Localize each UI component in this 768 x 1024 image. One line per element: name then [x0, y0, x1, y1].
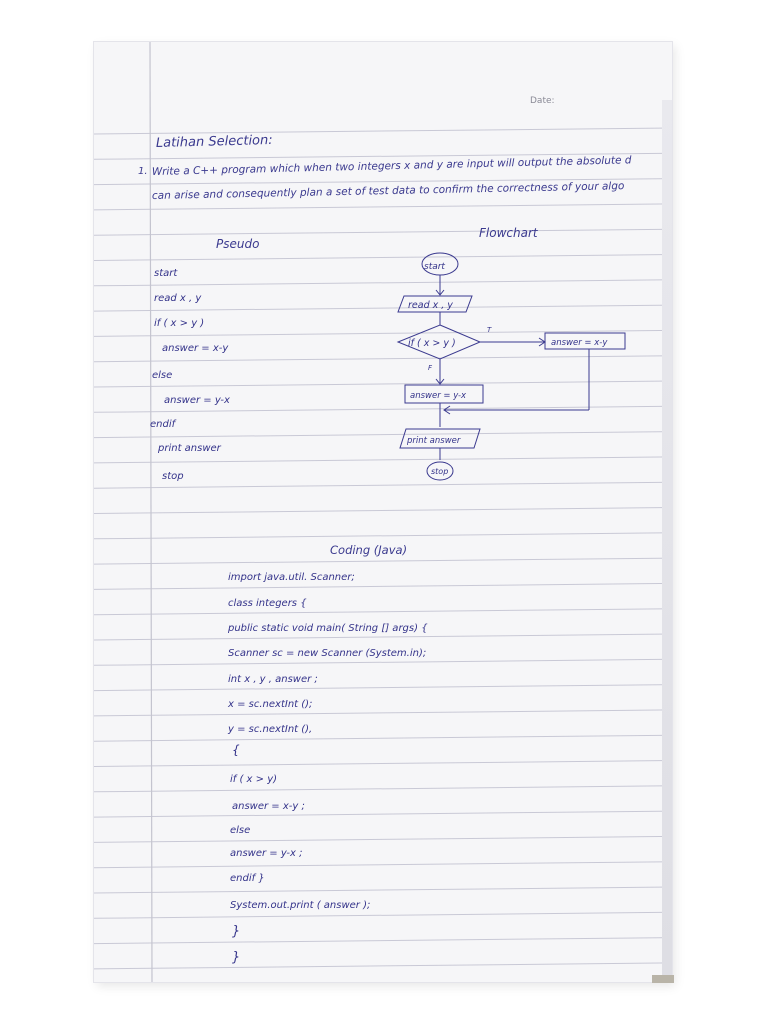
ruled-line — [94, 508, 672, 514]
pseudo-line-print: print answer — [158, 443, 221, 454]
ruled-line — [94, 255, 672, 261]
code-line-14: System.out.print ( answer ); — [230, 900, 371, 911]
page-corner — [652, 975, 674, 983]
ruled-line — [94, 938, 672, 944]
ruled-line — [94, 811, 672, 817]
flow-true-process-label: answer = x-y — [551, 338, 608, 348]
code-line-1: import java.util. Scanner; — [228, 572, 355, 583]
ruled-line — [94, 912, 672, 918]
ruled-line — [94, 482, 672, 488]
pseudo-line-stop: stop — [162, 471, 184, 482]
ruled-line — [94, 533, 672, 539]
pseudo-line-if: if ( x > y ) — [154, 318, 205, 329]
pseudo-heading: Pseudo — [216, 237, 260, 251]
code-line-5: int x , y , answer ; — [228, 674, 318, 685]
ruled-line — [94, 710, 672, 716]
notebook-page — [94, 42, 672, 982]
ruled-line — [94, 280, 672, 286]
ruled-line — [94, 583, 672, 589]
code-line-4: Scanner sc = new Scanner (System.in); — [228, 648, 427, 659]
flow-stop-label: stop — [431, 467, 449, 476]
question-line-2: can arise and consequently plan a set of test data to confirm the correctness of your algo — [151, 180, 625, 202]
ruled-line — [94, 862, 672, 868]
flow-false-process-label: answer = y-x — [410, 391, 467, 401]
flowchart-heading: Flowchart — [479, 226, 538, 240]
ruled-line — [94, 659, 672, 665]
code-line-6: x = sc.nextInt (); — [228, 699, 313, 710]
ruled-line — [94, 963, 672, 969]
flow-decision-label: if ( x > y ) — [408, 338, 456, 349]
ruled-line — [94, 305, 672, 311]
code-line-12: answer = y-x ; — [230, 848, 303, 859]
code-line-3: public static void main( String [] args) { — [228, 623, 428, 634]
pseudo-line-start: start — [154, 268, 178, 279]
code-line-2: class integers { — [228, 598, 307, 609]
ruled-line — [94, 406, 672, 412]
ruled-line — [94, 229, 672, 235]
code-line-9: if ( x > y) — [230, 774, 278, 785]
ruled-line — [94, 432, 672, 438]
pseudo-line-else: else — [152, 370, 173, 381]
flow-false-label: F — [428, 364, 433, 372]
pseudo-line-answer-true: answer = x-y — [162, 343, 229, 354]
ruled-line — [94, 887, 672, 893]
ruled-line — [94, 558, 672, 564]
code-line-13: endif } — [230, 873, 265, 884]
code-line-11: else — [230, 825, 251, 836]
next-page-edge — [662, 100, 672, 980]
date-label: Date: — [530, 96, 555, 106]
ruled-line — [94, 836, 672, 842]
ruled-line — [94, 786, 672, 792]
ruled-line — [94, 609, 672, 615]
ruled-line — [94, 735, 672, 741]
code-line-16: } — [232, 950, 241, 965]
question-line-1: Write a C++ program which when two integers x and y are input will output the absolute d — [151, 154, 632, 178]
ruled-line — [94, 381, 672, 387]
margin-line — [150, 42, 152, 982]
flow-start-label: start — [424, 262, 445, 272]
pseudo-line-read: read x , y — [154, 293, 202, 304]
exercise-title: Latihan Selection: — [155, 132, 273, 151]
code-line-8: { — [232, 743, 240, 757]
coding-heading: Coding (Java) — [330, 543, 408, 557]
flow-output-label: print answer — [407, 436, 461, 446]
flow-true-label: T — [487, 326, 492, 334]
page-canvas — [94, 42, 672, 982]
pseudo-line-endif: endif — [150, 419, 176, 430]
ruled-line — [94, 761, 672, 767]
ruled-line — [94, 204, 672, 210]
ruled-line — [94, 356, 672, 362]
question-number: 1. — [138, 166, 148, 177]
ruled-line — [94, 634, 672, 640]
ruled-line — [94, 457, 672, 463]
ruled-line — [94, 685, 672, 691]
flow-input-label: read x , y — [408, 300, 453, 311]
code-line-7: y = sc.nextInt (), — [228, 724, 313, 735]
code-line-15: } — [232, 924, 241, 939]
pseudo-line-answer-false: answer = y-x — [164, 395, 230, 406]
code-line-10: answer = x-y ; — [232, 801, 305, 812]
ruled-line — [94, 128, 672, 134]
